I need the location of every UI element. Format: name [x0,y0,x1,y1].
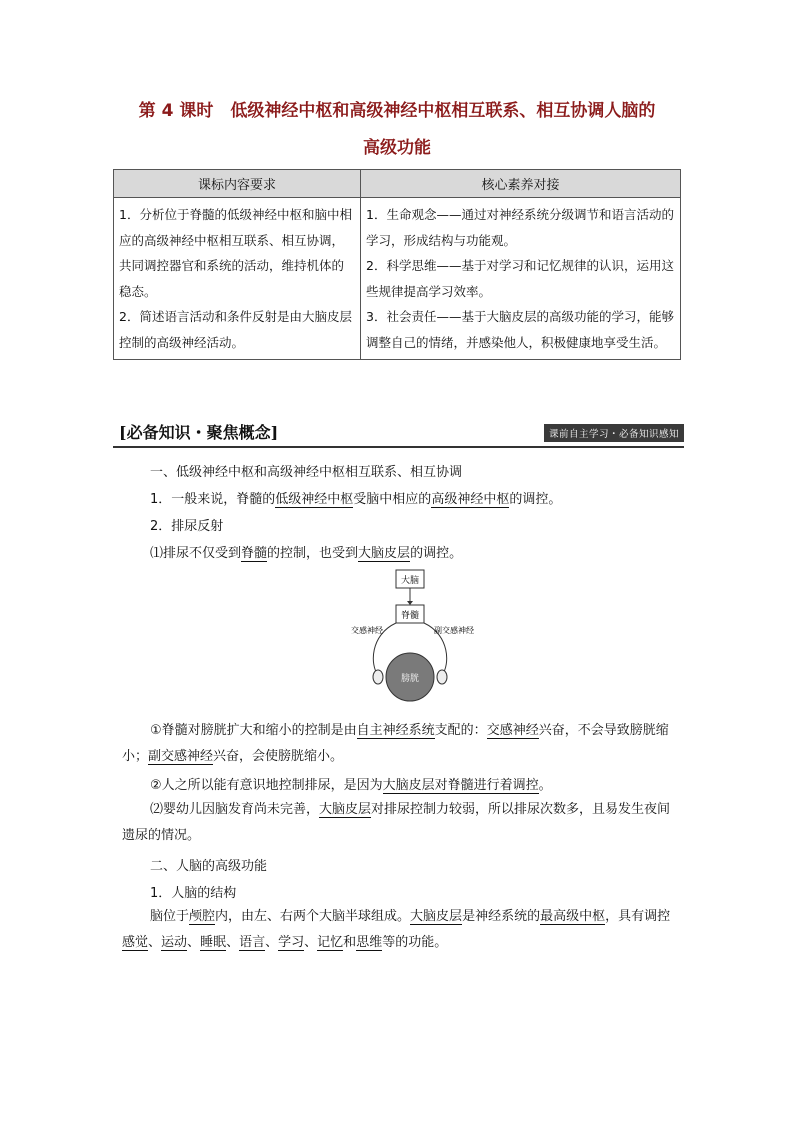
underlined-term: 低级神经中枢 [275,492,354,507]
reflex-diagram [330,565,480,705]
underlined-term: 大脑皮层 [319,802,372,817]
text: 内，由左、右两个大脑半球组成。 [215,909,411,924]
section-title: [必备知识・聚焦概念] [119,423,279,442]
text: ⑴排尿不仅受到 [150,546,242,561]
text: 的调控。 [509,492,562,507]
brain-label: 大脑 [400,576,420,586]
parasympathetic-label: 副交感神经 [434,626,474,635]
para-6 [122,797,678,849]
underlined-term: 大脑皮层对脊髓进行着调控 [382,778,539,793]
section-bar [113,420,684,448]
underlined-term: 语言 [239,935,266,950]
col1-content: 1．分析位于脊髓的低级神经中枢和脑中相应的高级神经中枢相互联系、相互协调，共同调控器官和系统的活动，维持机体的稳态。 2．简述语言活动和条件反射是由大脑皮层控制的高级神经活动。 [114,198,361,360]
text: 对排尿控制力较弱，所以排尿次数多，且易发生夜间遗尿的情况。 [122,802,671,843]
underlined-term: 颅腔 [189,909,216,924]
text: 的调控。 [410,546,463,561]
text: ⑵婴幼儿因脑发育尚未完善， [150,802,320,817]
underlined-term: 感觉 [122,935,149,950]
underlined-term: 自主神经系统 [356,723,435,738]
para-7: 1．人脑的结构 [150,886,237,901]
section-tag: 课前自主学习・必备知识感知 [544,424,684,442]
sympathetic-label: 交感神经 [351,626,383,635]
underlined-term: 副交感神经 [148,749,214,764]
text: 、 [226,935,240,950]
underlined-term: 运动 [161,935,188,950]
text: ②人之所以能有意识地控制排尿，是因为 [150,778,383,793]
underlined-term: 脊髓 [241,546,268,561]
underlined-term: 最高级中枢 [540,909,606,924]
col2-content: 1．生命观念——通过对神经系统分级调节和语言活动的学习，形成结构与功能观。 2．科学思维——基于对学习和记忆规律的认识，运用这些规律提高学习效率。 3．社会责任——基于大脑皮层的高级功能的学习，能够调整自己的情绪，并感染他人，积极健康地享受生活。 [361,198,681,360]
text: 1．一般来说，脊髓的 [150,492,276,507]
underlined-term: 大脑皮层 [410,909,463,924]
text: 、 [265,935,279,950]
text: 兴奋，会使膀胱缩小。 [213,749,344,764]
text: 、 [304,935,318,950]
underlined-term: 大脑皮层 [358,546,411,561]
bladder-label: 膀胱 [400,674,420,684]
text: 。 [538,778,552,793]
heading-2: 二、人脑的高级功能 [150,859,268,874]
underlined-term: 高级神经中枢 [431,492,510,507]
arrow-icon [407,601,413,605]
page-title-line1: 第 4 课时 低级神经中枢和高级神经中枢相互联系、相互协调人脑的 [138,101,656,121]
text: 脑位于 [150,909,190,924]
right-node [437,670,447,684]
text: 是神经系统的 [462,909,541,924]
para-5 [150,774,552,793]
text: 等的功能。 [382,935,448,950]
para-8 [122,904,678,956]
text: 受脑中相应的 [353,492,432,507]
para-1 [150,488,561,507]
standards-table [113,169,681,360]
para-3 [150,542,462,561]
spinal-label: 脊髓 [400,611,420,621]
page-title-line2: 高级功能 [363,138,431,158]
underlined-term: 思维 [356,935,383,950]
col1-header: 课标内容要求 [114,170,361,198]
underlined-term: 记忆 [317,935,344,950]
text: ①脊髓对膀胱扩大和缩小的控制是由 [150,723,357,738]
text: 兴奋，不会导致膀胱缩小； [122,723,669,764]
col2-header: 核心素养对接 [361,170,681,198]
text: 、 [148,935,162,950]
text: 和 [343,935,357,950]
left-node [373,670,383,684]
text: 、 [187,935,201,950]
underlined-term: 睡眠 [200,935,227,950]
heading-1: 一、低级神经中枢和高级神经中枢相互联系、相互协调 [150,465,463,480]
para-4 [122,718,678,770]
text: 的控制，也受到 [267,546,359,561]
para-2: 2．排尿反射 [150,519,224,534]
underlined-term: 交感神经 [486,723,539,738]
text: 支配的： [434,723,487,738]
text: ，具有调控 [605,909,671,924]
underlined-term: 学习 [278,935,305,950]
